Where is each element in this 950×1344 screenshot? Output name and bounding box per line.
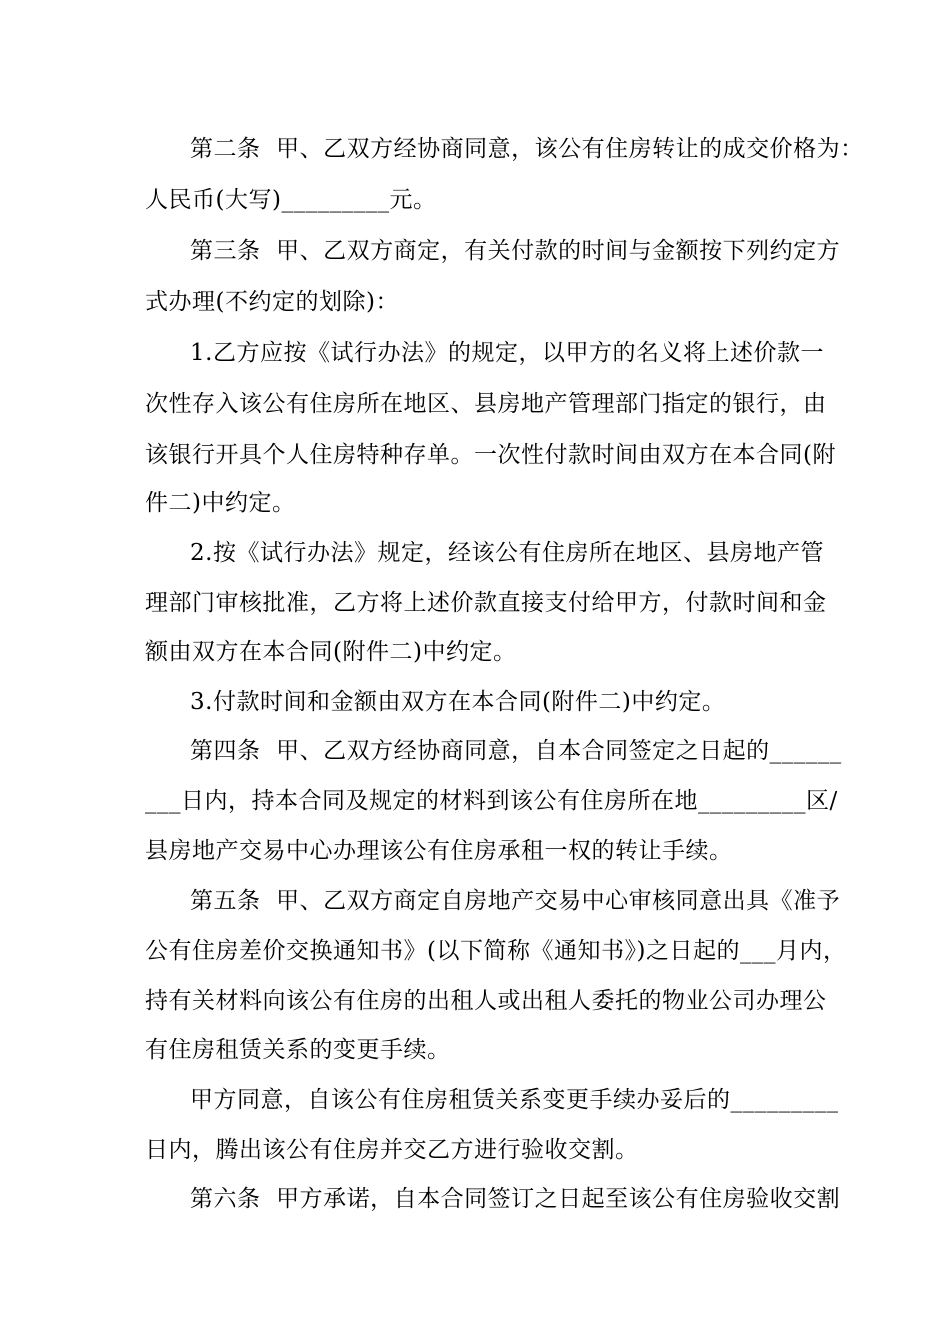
text-line: 理部门审核批准，乙方将上述价款直接支付给甲方，付款时间和金 bbox=[145, 590, 827, 616]
text-line: ___日内，持本合同及规定的材料到该公有住房所在地_________区/ bbox=[145, 788, 838, 814]
text-line: 2.按《试行办法》规定，经该公有住房所在地区、县房地产管 bbox=[190, 540, 824, 566]
text-line: 人民币(大写)_________元。 bbox=[145, 187, 437, 213]
text-line: 持有关材料向该公有住房的出租人或出租人委托的物业公司办理公 bbox=[145, 988, 827, 1014]
text-line: 式办理(不约定的划除)： bbox=[145, 289, 399, 315]
text-line: 额由双方在本合同(附件二)中约定。 bbox=[145, 639, 517, 665]
text-line: 件二)中约定。 bbox=[145, 490, 296, 516]
text-line: 3.付款时间和金额由双方在本合同(附件二)中约定。 bbox=[190, 689, 726, 715]
text-line: 甲方同意，自该公有住房租赁关系变更手续办妥后的_________ bbox=[190, 1087, 839, 1113]
text-line: 县房地产交易中心办理该公有住房承租一权的转让手续。 bbox=[145, 838, 733, 864]
text-line: 第二条 甲、乙双方经协商同意，该公有住房转让的成交价格为： bbox=[190, 136, 864, 162]
text-line: 1.乙方应按《试行办法》的规定，以甲方的名义将上述价款一 bbox=[190, 340, 824, 366]
text-line: 第六条 甲方承诺，自本合同签订之日起至该公有住房验收交割 bbox=[190, 1186, 841, 1212]
text-line: 有住房租赁关系的变更手续。 bbox=[145, 1037, 451, 1063]
text-line: 次性存入该公有住房所在地区、县房地产管理部门指定的银行，由 bbox=[145, 391, 827, 417]
text-line: 第三条 甲、乙双方商定，有关付款的时间与金额按下列约定方 bbox=[190, 238, 841, 264]
text-line: 该银行开具个人住房特种存单。一次性付款时间由双方在本合同(附 bbox=[145, 442, 836, 468]
text-line: 日内，腾出该公有住房并交乙方进行验收交割。 bbox=[145, 1137, 639, 1163]
text-line: 第五条 甲、乙双方商定自房地产交易中心审核同意出具《准予 bbox=[190, 888, 841, 914]
text-line: 第四条 甲、乙双方经协商同意，自本合同签定之日起的______ bbox=[190, 738, 842, 764]
text-line: 公有住房差价交换通知书》(以下简称《通知书》)之日起的___月内， bbox=[145, 938, 847, 964]
